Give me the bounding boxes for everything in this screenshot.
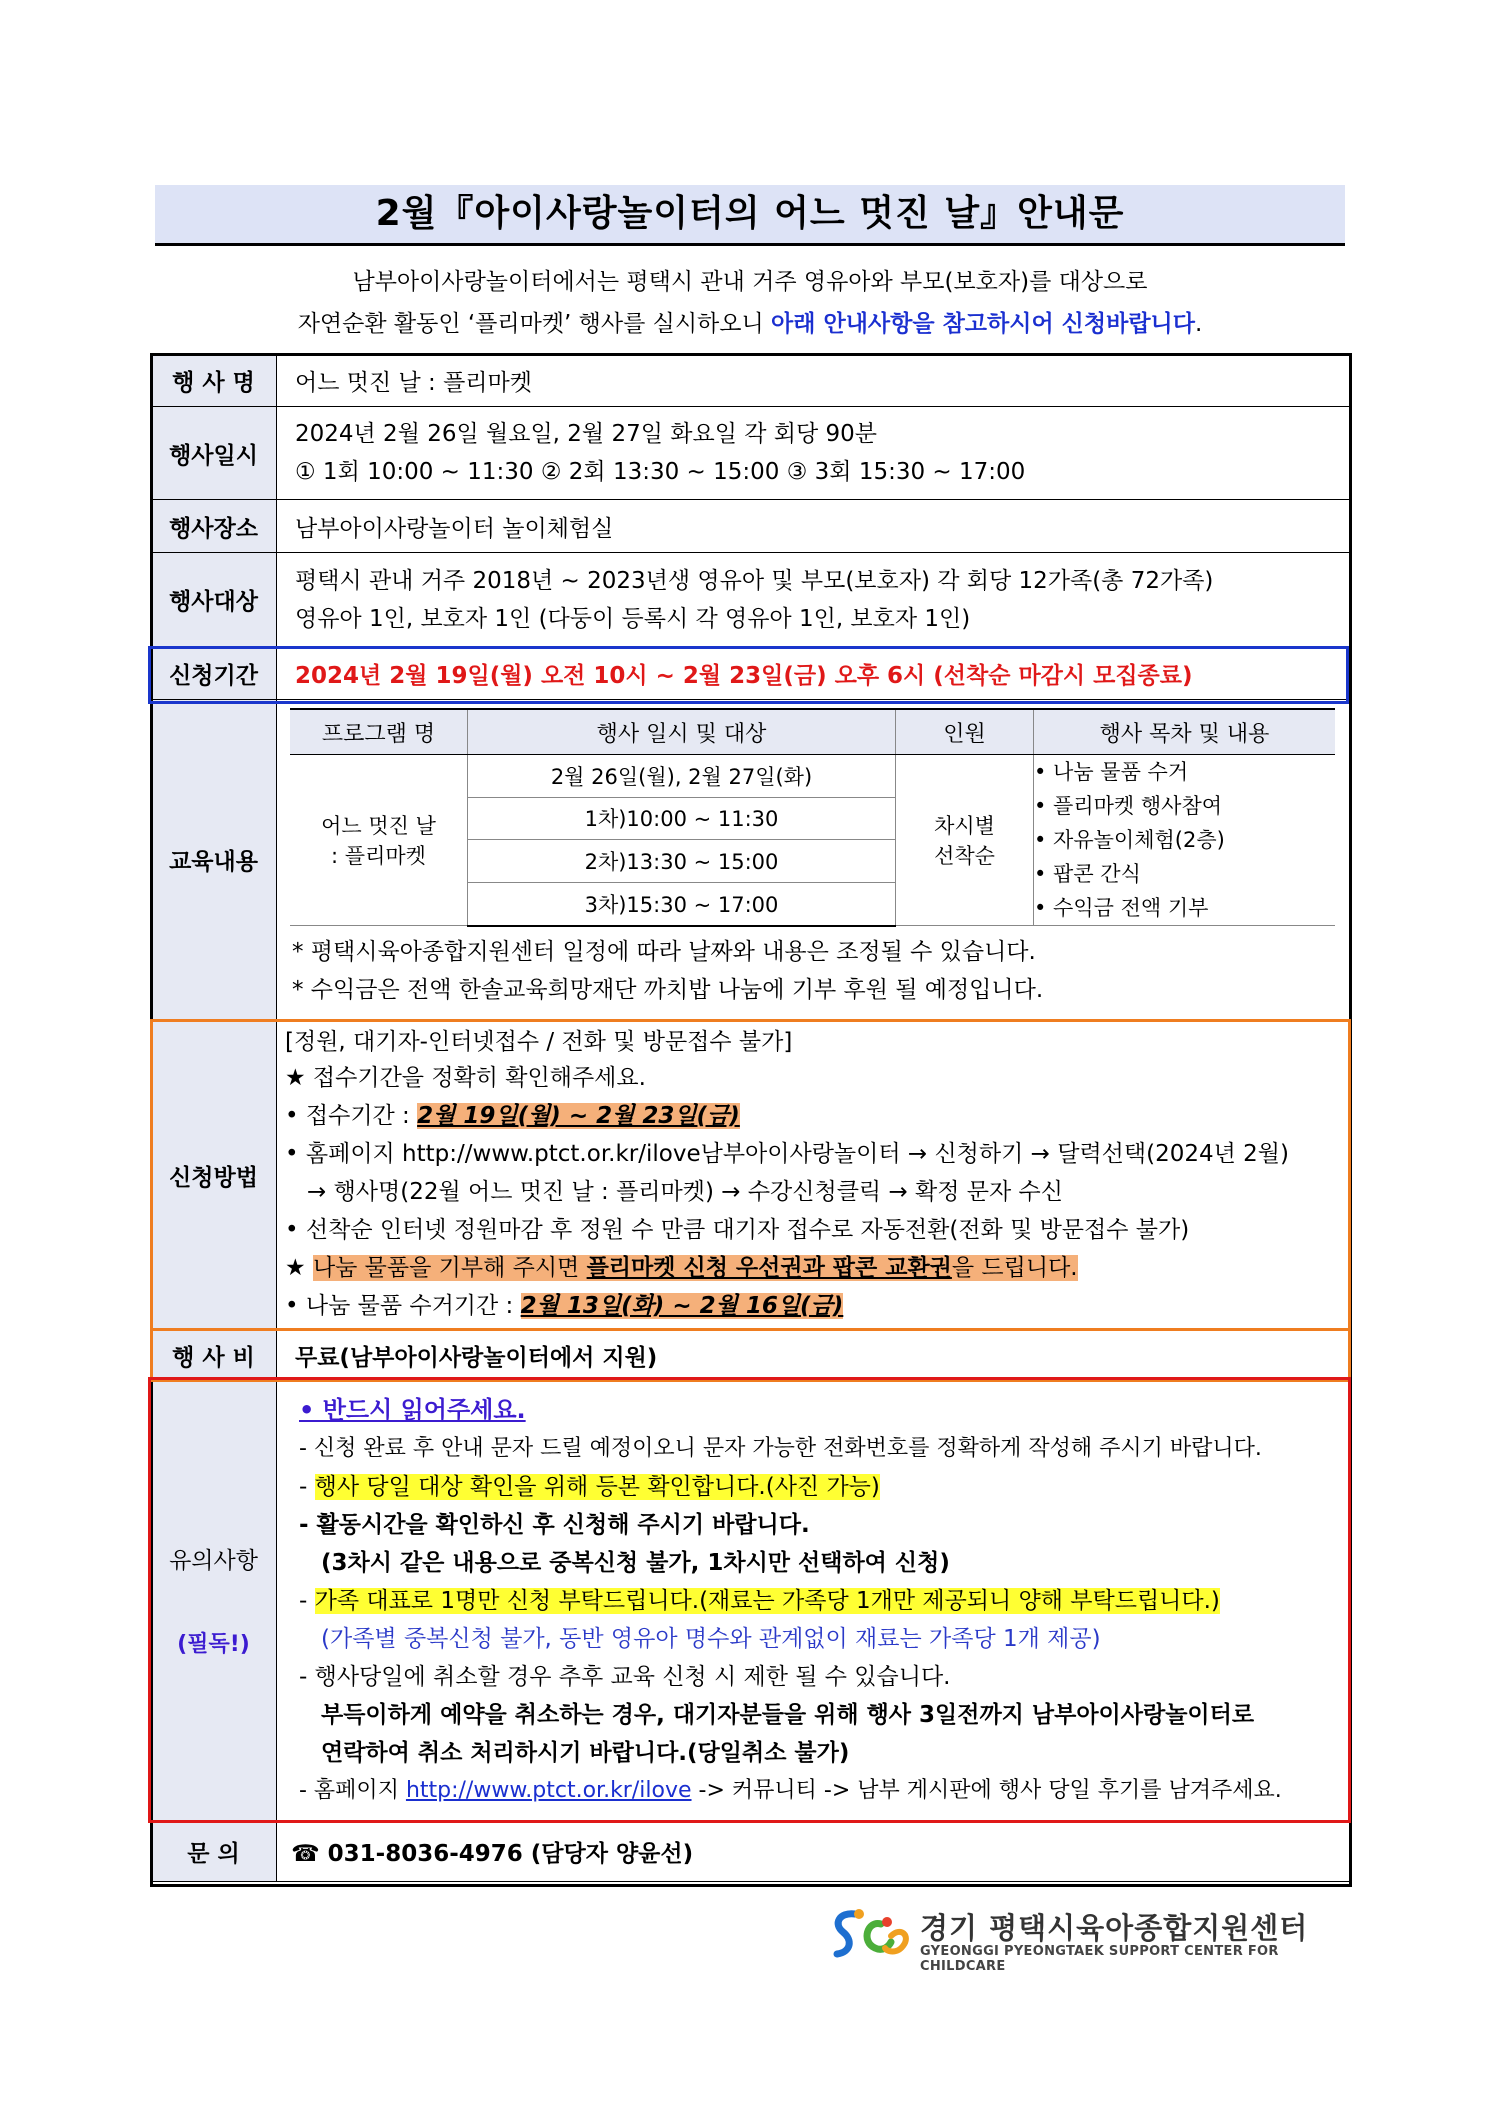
program-name-line-1: 어느 멋진 날 xyxy=(321,814,436,838)
program-table-header xyxy=(290,709,1335,755)
value-venue: 남부아이사랑놀이터 놀이체험실 xyxy=(277,500,1350,553)
apply-period-highlight: 2월 19일(월) ~ 2월 23일(금) xyxy=(417,1103,740,1129)
title-banner xyxy=(155,185,1345,246)
method-line-5: → 행사명(22월 어느 멋진 날 : 플리마켓) → 수강신청클릭 → 확정 문자 수신 xyxy=(307,1179,1063,1205)
label-apply-period: 신청기간 xyxy=(151,647,277,700)
label-venue: 행사장소 xyxy=(151,500,277,553)
info-table xyxy=(150,353,1350,1882)
notice-id-check: 행사 당일 대상 확인을 위해 등본 확인합니다.(사진 가능) xyxy=(314,1473,880,1500)
intro-line-1: 남부아이사랑놀이터에서는 평택시 관내 거주 영유아와 부모(보호자)를 대상으로 xyxy=(352,269,1148,295)
contents-item: • 자유놀이체험(2층) xyxy=(1034,828,1225,852)
event-date-line-2: ① 1회 10:00 ~ 11:30 ② 2회 13:30 ~ 15:00 ③ 3회 15:30 ~ 17:00 xyxy=(295,459,1026,485)
label-fee: 행 사 비 xyxy=(151,1331,277,1380)
notice-line-5: (3차시 같은 내용으로 중복신청 불가, 1차시만 선택하여 신청) xyxy=(321,1549,950,1576)
target-line-2: 영유아 1인, 보호자 1인 (다둥이 등록시 각 영유아 1인, 보호자 1인) xyxy=(295,605,971,632)
row-apply-period xyxy=(151,647,1350,700)
notice-line-10: 연락하여 취소 처리하시기 바랍니다.(당일취소 불가) xyxy=(321,1739,850,1766)
intro-line-2-text: 자연순환 활동인 ‘플리마켓’ 행사를 실시하오니 xyxy=(297,311,772,337)
method-line-8 xyxy=(285,1287,1349,1325)
capacity xyxy=(896,755,1034,926)
notice-line-2: - 신청 완료 후 안내 문자 드릴 예정이오니 문자 가능한 전화번호를 정확하게 작성해 주시기 바랍니다. xyxy=(299,1435,1262,1461)
row-method xyxy=(151,1020,1350,1331)
schedule-slot-1: 1차)10:00 ~ 11:30 xyxy=(468,797,896,840)
col-program: 프로그램 명 xyxy=(290,709,468,755)
label-method: 신청방법 xyxy=(151,1020,277,1331)
center-name-en: GYEONGGI PYEONGTAEK SUPPORT CENTER FOR CHILDCARE xyxy=(920,1944,1279,1974)
capacity-line-1: 차시별 xyxy=(934,814,995,838)
notice-line-1 xyxy=(299,1391,1349,1430)
method-line-7 xyxy=(285,1249,1349,1287)
row-venue xyxy=(151,500,1350,553)
intro-line-2 xyxy=(155,305,1345,338)
row-event-date xyxy=(151,407,1350,500)
contents-item: • 나눔 물품 수거 xyxy=(1034,760,1189,784)
event-date-line-1: 2024년 2월 26일 월요일, 2월 27일 화요일 각 회당 90분 xyxy=(295,421,877,447)
value-apply-period: 2024년 2월 19일(월) 오전 10시 ~ 2월 23일(금) 오후 6시 (선착순 마감시 모집종료) xyxy=(277,647,1350,700)
notice-label: 유의사항 xyxy=(169,1548,258,1574)
notice-line-6 xyxy=(299,1582,1349,1620)
method-line-1: [정원, 대기자-인터넷접수 / 전화 및 방문접수 불가] xyxy=(285,1029,793,1055)
capacity-line-2: 선착순 xyxy=(934,844,995,868)
program-name-line-2: : 플리마켓 xyxy=(331,844,426,868)
method-line-7-c: 을 드립니다. xyxy=(951,1255,1078,1281)
method-line-7-b: 플리마켓 신청 우선권과 팝콘 교환권 xyxy=(586,1255,952,1281)
notice-line-8: - 행사당일에 취소할 경우 추후 교육 신청 시 제한 될 수 있습니다. xyxy=(299,1663,951,1690)
col-capacity: 인원 xyxy=(896,709,1034,755)
method-line-3-prefix: • 접수기간 : xyxy=(285,1103,418,1129)
row-fee xyxy=(151,1331,1350,1380)
method-line-3 xyxy=(285,1097,1349,1135)
row-event-name xyxy=(151,354,1350,407)
value-contact: ☎ 031-8036-4976 (담당자 양윤선) xyxy=(277,1821,1350,1882)
notice-line-4: - 활동시간을 확인하신 후 신청해 주시기 바랍니다. xyxy=(299,1511,810,1538)
col-schedule: 행사 일시 및 대상 xyxy=(468,709,896,755)
notice-label-must-read: (필독!) xyxy=(177,1632,250,1657)
target-line-1: 평택시 관내 거주 2018년 ~ 2023년생 영유아 및 부모(보호자) 각 회당 12가족(총 72가족) xyxy=(295,567,1214,594)
label-event-name: 행 사 명 xyxy=(151,354,277,407)
method-line-7-a: 나눔 물품을 기부해 주시면 xyxy=(312,1255,587,1281)
notice-homepage-suffix: -> 커뮤니티 -> 남부 게시판에 행사 당일 후기를 남겨주세요. xyxy=(691,1777,1282,1803)
notice-homepage-prefix: - 홈페이지 xyxy=(299,1777,406,1803)
label-education: 교육내용 xyxy=(151,700,277,1020)
contents-item: • 플리마켓 행사참여 xyxy=(1034,794,1223,818)
notice-line-9: 부득이하게 예약을 취소하는 경우, 대기자분들을 위해 행사 3일전까지 남부아이사랑놀이터로 xyxy=(321,1701,1255,1728)
intro-line-2-end: . xyxy=(1194,311,1203,337)
center-logo-icon xyxy=(825,1902,915,1968)
col-contents: 행사 목차 및 내용 xyxy=(1034,709,1336,755)
homepage-link[interactable]: http://www.ptct.or.kr/ilove xyxy=(405,1777,692,1803)
contents-item: • 팝콘 간식 xyxy=(1034,862,1141,886)
row-notice xyxy=(151,1380,1350,1821)
notice-line-3 xyxy=(299,1468,1349,1506)
notice-dash: - xyxy=(299,1473,315,1500)
row-target xyxy=(151,553,1350,647)
value-event-name: 어느 멋진 날 : 플리마켓 xyxy=(277,354,1350,407)
method-line-6: • 선착순 인터넷 정원마감 후 정원 수 만큼 대기자 접수로 자동전환(전화 및 방문접수 불가) xyxy=(285,1217,1190,1243)
program-table xyxy=(290,708,1335,927)
schedule-dates: 2월 26일(월), 2월 27일(화) xyxy=(468,755,896,798)
center-name-ko: 경기 평택시육아종합지원센터 xyxy=(920,1911,1309,1945)
label-event-date: 행사일시 xyxy=(151,407,277,500)
contents-item: • 수익금 전액 기부 xyxy=(1034,896,1209,920)
page-title: 2월『아이사랑놀이터의 어느 멋진 날』안내문 xyxy=(375,193,1125,234)
row-contact xyxy=(151,1821,1350,1882)
education-note-2: * 수익금은 전액 한솔교육희망재단 까치밥 나눔에 기부 후원 될 예정입니다. xyxy=(292,976,1044,1003)
program-name xyxy=(290,755,468,926)
contents-list xyxy=(1034,755,1336,926)
label-contact: 문 의 xyxy=(151,1821,277,1882)
must-read-text: • 반드시 읽어주세요. xyxy=(299,1395,526,1424)
method-line-2: ★ 접수기간을 정확히 확인해주세요. xyxy=(285,1065,646,1091)
notice-line-7: (가족별 중복신청 불가, 동반 영유아 명수와 관계없이 재료는 가족당 1개 제공) xyxy=(321,1625,1101,1652)
method-line-8-prefix: • 나눔 물품 수거기간 : xyxy=(285,1293,521,1319)
notice-line-11 xyxy=(299,1772,1349,1810)
method-line-4: • 홈페이지 http://www.ptct.or.kr/ilove남부아이사랑놀이터 → 신청하기 → 달력선택(2024년 2월) xyxy=(285,1141,1289,1167)
row-education xyxy=(151,700,1350,1020)
value-fee: 무료(남부아이사랑놀이터에서 지원) xyxy=(277,1331,1350,1380)
center-logo xyxy=(825,1902,1345,1974)
education-note-1: * 평택시육아종합지원센터 일정에 따라 날짜와 내용은 조정될 수 있습니다. xyxy=(292,938,1036,965)
schedule-slot-3: 3차)15:30 ~ 17:00 xyxy=(468,882,896,925)
label-target: 행사대상 xyxy=(151,553,277,647)
schedule-slot-2: 2차)13:30 ~ 15:00 xyxy=(468,840,896,883)
label-notice xyxy=(151,1380,277,1821)
method-line-7-star: ★ xyxy=(285,1255,313,1281)
notice-dash: - xyxy=(299,1587,315,1614)
intro-highlight: 아래 안내사항을 참고하시어 신청바랍니다 xyxy=(771,311,1195,337)
notice-family-rep: 가족 대표로 1명만 신청 부탁드립니다.(재료는 가족당 1개만 제공되니 양해 부탁드립니다.) xyxy=(314,1587,1220,1614)
collection-period-highlight: 2월 13일(화) ~ 2월 16일(금) xyxy=(520,1293,844,1319)
